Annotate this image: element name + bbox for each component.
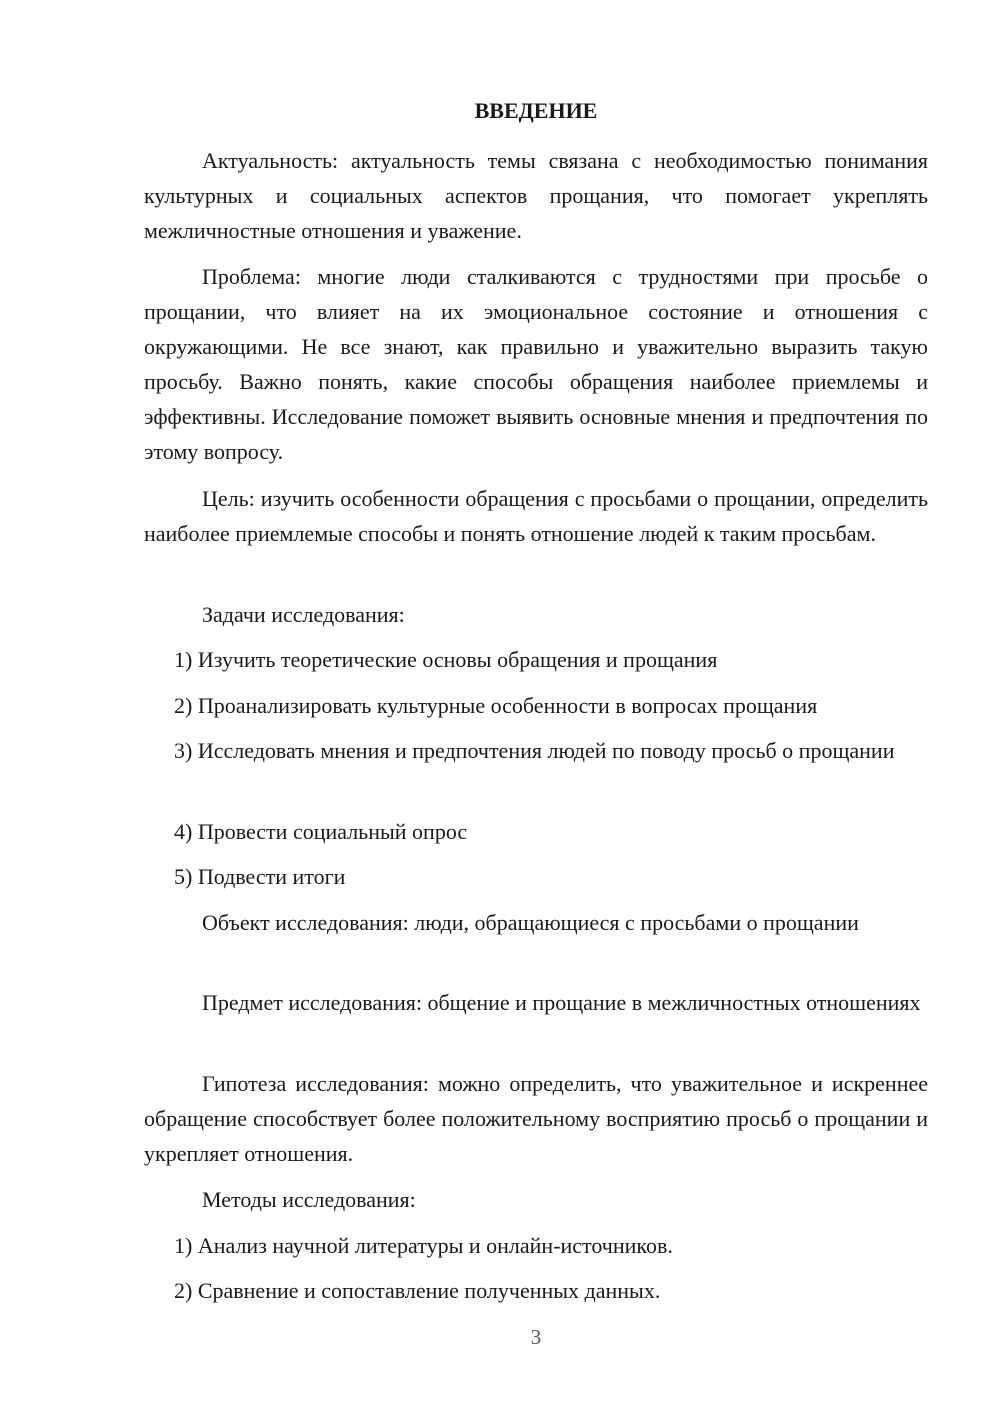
task-item-2: 2) Проанализировать культурные особенности в вопросах прощания <box>174 693 818 718</box>
task-item-4: 4) Провести социальный опрос <box>174 819 468 844</box>
task-item-5: 5) Подвести итоги <box>174 864 346 889</box>
method-item-1: 1) Анализ научной литературы и онлайн-источников. <box>174 1233 673 1258</box>
problem-paragraph: Проблема: многие люди сталкиваются с трудностями при просьбе о прощании, что влияет на их эмоциональное состояние и отношения с окружающими. Не все знают, как правильно и уважительно выразить такую просьбу. Важно понять, какие способы обращения наиболее приемлемы и эффективны. Исследование поможет выявить основные мнения и предпочтения по этому вопросу. <box>144 264 928 464</box>
tasks-heading: Задачи исследования: <box>202 602 405 627</box>
relevance-paragraph: Актуальность: актуальность темы связана с необходимостью понимания культурных и социальных аспектов прощания, что помогает укреплять межличностные отношения и уважение. <box>144 148 928 243</box>
task-item-1: 1) Изучить теоретические основы обращения и прощания <box>174 647 718 672</box>
goal-paragraph: Цель: изучить особенности обращения с просьбами о прощании, определить наиболее приемлемые способы и понять отношение людей к таким просьбам. <box>144 486 928 546</box>
subject-paragraph: Предмет исследования: общение и прощание в межличностных отношениях <box>202 990 921 1015</box>
task-item-3: 3) Исследовать мнения и предпочтения людей по поводу просьб о прощании <box>174 738 895 763</box>
page-number: 3 <box>530 1325 542 1349</box>
methods-heading: Методы исследования: <box>202 1187 416 1212</box>
page-title: ВВЕДЕНИЕ <box>474 98 598 123</box>
method-item-2: 2) Сравнение и сопоставление полученных данных. <box>174 1278 661 1303</box>
object-paragraph: Объект исследования: люди, обращающиеся с просьбами о прощании <box>202 910 859 935</box>
hypothesis-paragraph: Гипотеза исследования: можно определить, что уважительное и искреннее обращение способствует более положительному восприятию просьб о прощании и укрепляет отношения. <box>144 1071 928 1166</box>
